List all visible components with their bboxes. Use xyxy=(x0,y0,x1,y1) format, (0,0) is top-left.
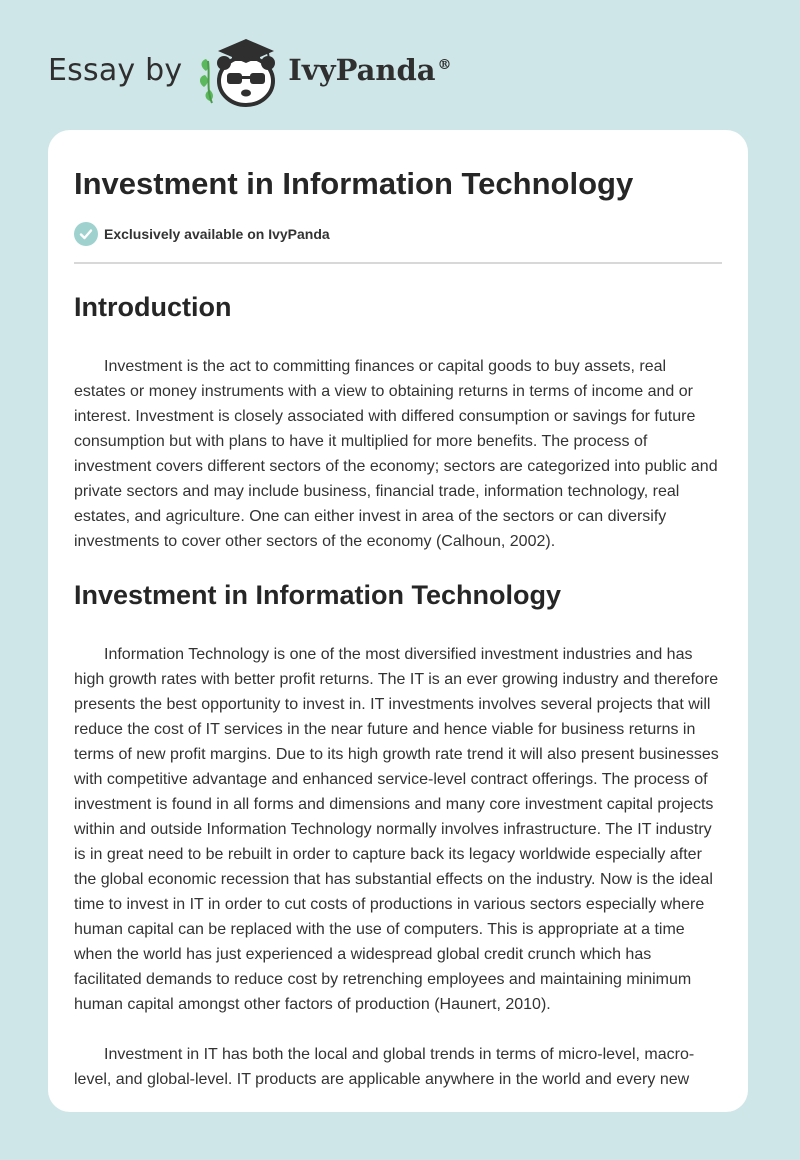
essay-by-label: Essay by xyxy=(48,52,183,88)
brand-name[interactable]: IvyPanda ® xyxy=(288,53,452,87)
ivypanda-logo-icon[interactable] xyxy=(196,31,284,109)
paragraph: Investment is the act to committing finances or capital goods to buy assets, real estates or money instruments with a view to obtaining returns in terms of income and or interest. Investment is closely associated with differed consumption or savings for future consumption but with plans to have it multiplied for more benefits. The process of investment covers different sectors of the economy; sectors are categorized into public and private sectors and may include business, financial trade, information technology, real estates, and agriculture. One can either invest in area of the sectors or can diversify investments to cover other sectors of the economy (Calhoun, 2002). xyxy=(74,358,718,550)
section-heading-introduction: Introduction xyxy=(74,292,232,322)
registered-mark: ® xyxy=(437,57,452,74)
exclusive-badge-label: Exclusively available on IvyPanda xyxy=(104,226,330,242)
paragraph: Information Technology is one of the most diversified investment industries and has high growth rates with better profit returns. The IT is an ever growing industry and therefore presents the best opportunity to invest in. IT investments involves several projects that will reduce the cost of IT services in the near future and hence viable for business returns in terms of new profit margins. Due to its high growth rate trend it will also present businesses with competitive advantage and enhanced service-level contract offerings. The process of investment is found in all forms and dimensions and many core investment capital projects within and outside Information Technology normally involves infrastructure. The IT industry is in great need to be rebuilt in order to capture back its legacy worldwide especially after the global economic recession that has substantial effects on the industry. Now is the ideal time to invest in IT in order to cut costs of productions in various sectors especially where human capital can be replaced with the use of computers. This is appropriate at a time when the world has just experienced a widespread global credit crunch which has facilitated demands to reduce cost by retrenching employees and maintaining minimum human capital amongst other factors of production (Haunert, 2010). xyxy=(74,646,719,1013)
section-heading-investment-it: Investment in Information Technology xyxy=(74,580,562,610)
divider xyxy=(74,262,722,264)
site-header xyxy=(48,30,452,110)
essay-card xyxy=(48,130,748,1112)
paragraph: Investment in IT has both the local and global trends in terms of micro-level, macro-level, and global-level. IT products are applicable anywhere in the world and every new xyxy=(74,1046,695,1088)
exclusive-badge xyxy=(74,222,722,246)
page-title: Investment in Information Technology xyxy=(74,166,634,201)
check-circle-icon xyxy=(74,222,98,246)
